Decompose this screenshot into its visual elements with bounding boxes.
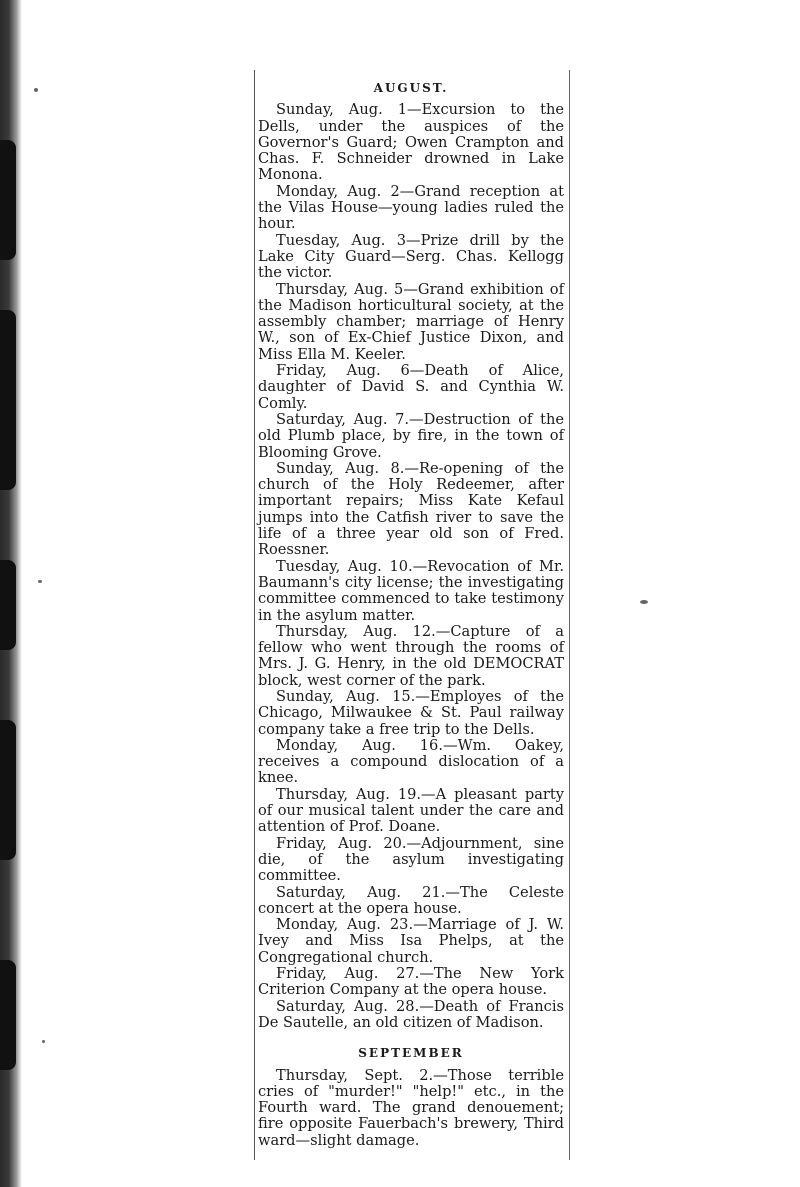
- section-heading-august: AUGUST.: [373, 81, 449, 95]
- ink-blot: [0, 720, 16, 860]
- ink-blot: [0, 310, 16, 490]
- ink-blot: [0, 560, 16, 650]
- entry-aug-6: Friday, Aug. 6—Death of Alice, daughter of David S. and Cynthia W. Comly.: [258, 362, 564, 412]
- scan-speck: [42, 1040, 45, 1043]
- entry-aug-20: Friday, Aug. 20.—Adjournment, sine die, of the asylum investigating committee.: [258, 834, 564, 885]
- scan-speck: [38, 580, 42, 583]
- entry-aug-2: Monday, Aug. 2—Grand reception at the Vilas House—young ladies ruled the hour.: [258, 182, 564, 233]
- entry-aug-5: Thursday, Aug. 5—Grand exhibition of the Madison horticultural society, at the assembly chamber; marriage of Henry W., son of Ex-Chief Justice Dixon, and Miss Ella M. Keeler.: [258, 280, 564, 363]
- entry-aug-8: Sunday, Aug. 8.—Re-opening of the church of the Holy Redeemer, after important repairs; Miss Kate Kefaul jumps into the Catfish river to save the life of a three year old son of Fred. Roessner.: [258, 459, 564, 559]
- entry-aug-1: Sunday, Aug. 1—Excursion to the Dells, under the auspices of the Governor's Guard; Owen Crampton and Chas. F. Schneider drowned in Lake Monona.: [258, 101, 564, 184]
- ink-blot: [0, 960, 16, 1070]
- newspaper-column: [258, 80, 564, 1149]
- ink-blot: [0, 140, 16, 260]
- entry-aug-3: Tuesday, Aug. 3—Prize drill by the Lake City Guard—Serg. Chas. Kellogg the victor.: [258, 231, 564, 282]
- section-heading-september: SEPTEMBER: [358, 1046, 464, 1061]
- entry-aug-19: Thursday, Aug. 19.—A pleasant party of our musical talent under the care and attention of Prof. Doane.: [258, 785, 564, 836]
- entry-aug-23: Monday, Aug. 23.—Marriage of J. W. Ivey and Miss Isa Phelps, at the Congregational church.: [258, 916, 564, 966]
- scan-speck: [640, 600, 648, 604]
- entry-aug-16: Monday, Aug. 16.—Wm. Oakey, receives a compound dislocation of a knee.: [258, 736, 564, 787]
- entry-aug-15: Sunday, Aug. 15.—Employes of the Chicago, Milwaukee & St. Paul railway company take a free trip to the Dells.: [258, 687, 564, 738]
- column-rule-right: [569, 70, 570, 1160]
- entry-aug-28: Saturday, Aug. 28.—Death of Francis De Sautelle, an old citizen of Madison.: [258, 997, 564, 1031]
- column-rule-left: [254, 70, 255, 1160]
- entry-aug-10: Tuesday, Aug. 10.—Revocation of Mr. Baumann's city license; the investigating committee commenced to take testimony in the asylum matter.: [258, 557, 564, 624]
- scan-speck: [34, 88, 38, 92]
- entry-aug-7: Saturday, Aug. 7.—Destruction of the old Plumb place, by fire, in the town of Blooming Grove.: [258, 410, 564, 461]
- entry-sept-2: Thursday, Sept. 2.—Those terrible cries of "murder!" "help!" etc., in the Fourth ward. The grand denouement; fire opposite Fauerbach's brewery, Third ward—slight damage.: [258, 1066, 564, 1149]
- entry-aug-27: Friday, Aug. 27.—The New York Criterion Company at the opera house.: [258, 965, 564, 999]
- entry-aug-21: Saturday, Aug. 21.—The Celeste concert at the opera house.: [258, 883, 564, 917]
- entry-aug-12: Thursday, Aug. 12.—Capture of a fellow who went through the rooms of Mrs. J. G. Henry, in the old DEMOCRAT block, west corner of the park.: [258, 622, 564, 689]
